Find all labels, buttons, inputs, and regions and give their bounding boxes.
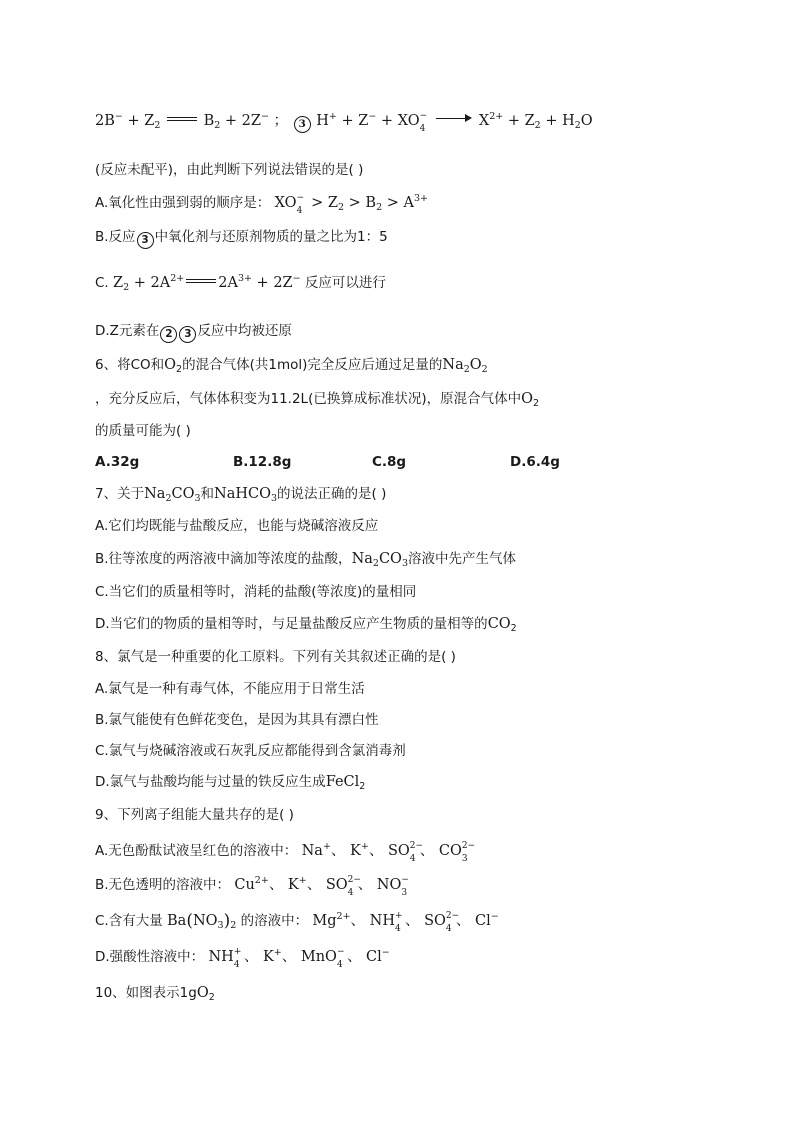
q9-option-a: A.无色酚酞试液呈红色的溶液中： Na+、 K+、 SO 2− 4 、 CO 2− 3 — [95, 841, 476, 864]
q5-option-d: D.Z元素在 2 3 反应中均被还原 — [95, 322, 292, 343]
q7-option-b: B.往等浓度的两溶液中滴加等浓度的盐酸，$Na_2CO_3$溶液中先产生气体 — [95, 551, 516, 569]
q5-option-b: B.反应 3 中氧化剂与还原剂物质的量之比为1：5 — [95, 228, 388, 249]
q6-option-c: C.8g — [372, 454, 407, 470]
equals-sign — [167, 117, 197, 121]
question-7-stem: 7、关于$Na_2CO_3$和NaHCO$_3$的说法正确的是( ) — [95, 486, 387, 504]
q9-option-b: B.无色透明的溶液中： $Cu^{2+}$、 K+、 SO 2− 4 、 NO − 3 — [95, 875, 409, 898]
question-9-stem: 9、下列离子组能大量共存的是( ) — [95, 807, 294, 823]
question-6-line-1: 6、将CO和$O_2$的混合气体(共1mol)完全反应后通过足量的$Na_2O_2$ — [95, 357, 488, 375]
q6-option-b: B.12.8g — [233, 454, 292, 470]
q5-option-c: C. $Z_2 + 2A^{2+}$ $2A^{3+} + 2Z^-$ 反应可以进行 — [95, 273, 386, 293]
q7-option-d: D.当它们的物质的量相等时，与足量盐酸反应产生物质的量相等的$CO_2$ — [95, 616, 517, 634]
reaction-arrow — [436, 114, 472, 124]
circled-number-3: 3 — [137, 232, 154, 249]
question-8-stem: 8、氯气是一种重要的化工原料。下列有关其叙述正确的是( ) — [95, 649, 456, 665]
equals-sign — [186, 279, 216, 283]
question-6-line-3: 的质量可能为( ) — [95, 423, 191, 439]
q9-option-d: D.强酸性溶液中： NH + 4 、 K+、 MnO − 4 、 Cl− — [95, 947, 390, 970]
question-6-line-2: ，充分反应后，气体体积变为11.2L(已换算成标准状况)，原混合气体中$O_2$ — [95, 391, 540, 409]
q6-option-d: D.6.4g — [510, 454, 560, 470]
q7-option-c: C.当它们的质量相等时，消耗的盐酸(等浓度)的量相同 — [95, 584, 417, 600]
q6-option-a: A.32g — [95, 454, 140, 470]
circled-number-3: 3 — [179, 326, 196, 343]
q7-option-a: A.它们均既能与盐酸反应，也能与烧碱溶液反应 — [95, 518, 379, 534]
circled-number-3: 3 — [294, 116, 311, 133]
q8-option-a: A.氯气是一种有毒气体，不能应用于日常生活 — [95, 681, 365, 697]
q9-option-c: C.含有大量 $Ba(NO_3)_2$ 的溶液中： $Mg^{2+}$、 NH + 4 、 SO 2− 4 、 Cl− — [95, 911, 499, 934]
circled-number-2: 2 — [160, 326, 177, 343]
reaction-equations-line: $2B^- + Z_2$ $B_2 + 2Z^-$ ； 3 H+ + Z− + XO − 4 $X^{2+} + Z_2 + H_2O$ — [95, 111, 593, 134]
question-5-stem: (反应未配平)，由此判断下列说法错误的是( ) — [95, 162, 364, 178]
question-10-stem: 10、如图表示$1gO_2$ — [95, 985, 215, 1003]
q5-option-a: A.氧化性由强到弱的顺序是： XO − 4 > $Z_2 > B_2 > A^{3+}$ — [95, 193, 428, 216]
q8-option-c: C.氯气与烧碱溶液或石灰乳反应都能得到含氯消毒剂 — [95, 743, 406, 759]
q8-option-d: D.氯气与盐酸均能与过量的铁反应生成FeCl$_2$ — [95, 774, 366, 792]
q8-option-b: B.氯气能使有色鲜花变色，是因为其具有漂白性 — [95, 712, 379, 728]
